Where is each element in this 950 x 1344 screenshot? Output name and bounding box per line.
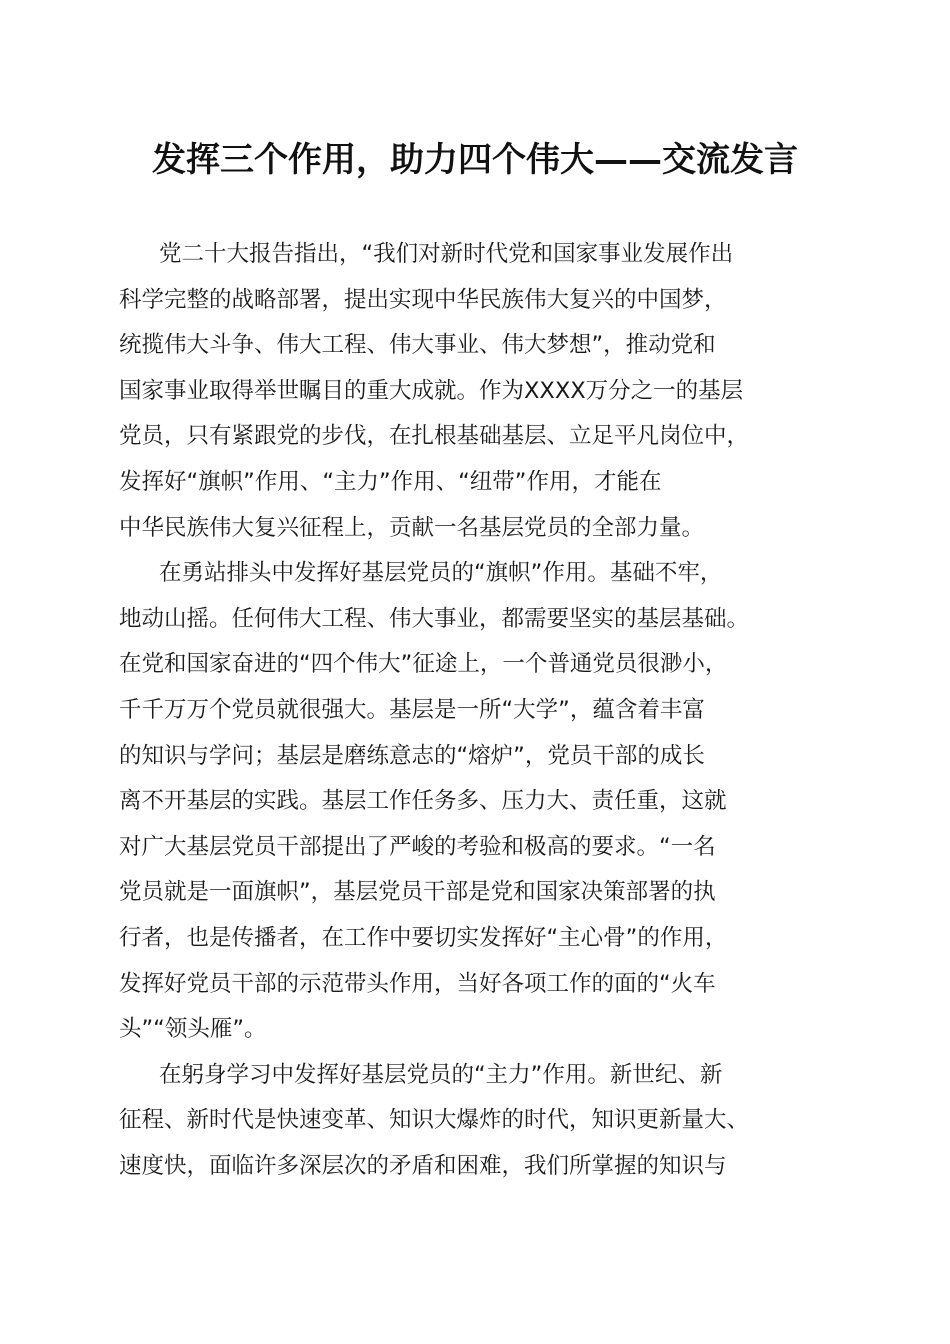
document-title: 发挥三个作用，助力四个伟大——交流发言 bbox=[152, 140, 798, 180]
text-line: 发挥好“旗帜”作用、“主力”作用、“纽带”作用，才能在 bbox=[119, 468, 662, 495]
text-line: 中华民族伟大复兴征程上，贡献一名基层党员的全部力量。 bbox=[119, 514, 705, 541]
text-line: 党二十大报告指出，“我们对新时代党和国家事业发展作出 bbox=[159, 241, 734, 267]
text-line: 对广大基层党员干部提出了严峻的考验和极高的要求。“一名 bbox=[119, 833, 716, 860]
text-line: 在躬身学习中发挥好基层党员的“主力”作用。新世纪、新 bbox=[159, 1061, 723, 1088]
text-line: 地动山摇。任何伟大工程、伟大事业，都需要坚实的基层基础。 bbox=[119, 605, 750, 632]
paragraph-2 bbox=[119, 551, 839, 1053]
text-line: 党员就是一面旗帜”，基层党员干部是党和国家决策部署的执 bbox=[119, 879, 716, 906]
text-line: 的知识与学问；基层是磨练意志的“熔炉”，党员干部的成长 bbox=[119, 742, 705, 769]
text-line: 千千万万个党员就很强大。基层是一所“大学”，蕴含着丰富 bbox=[119, 696, 705, 723]
text-line: 发挥好党员干部的示范带头作用，当好各项工作的面的“火车 bbox=[119, 970, 716, 997]
document-body bbox=[119, 232, 839, 1189]
paragraph-1 bbox=[119, 232, 839, 551]
text-line: 离不开基层的实践。基层工作任务多、压力大、责任重，这就 bbox=[119, 788, 727, 815]
text-line: 在党和国家奋进的“四个伟大”征途上，一个普通党员很渺小， bbox=[119, 651, 728, 678]
text-line: 统揽伟大斗争、伟大工程、伟大事业、伟大梦想”，推动党和 bbox=[119, 332, 716, 359]
text-line: 党员，只有紧跟党的步伐，在扎根基础基层、立足平凡岗位中， bbox=[119, 423, 750, 450]
text-line: 头”“领头雁”。 bbox=[119, 1016, 267, 1043]
paragraph-3 bbox=[119, 1053, 839, 1190]
text-line: 行者，也是传播者，在工作中要切实发挥好“主心骨”的作用， bbox=[119, 924, 728, 951]
text-line: 速度快，面临许多深层次的矛盾和困难，我们所掌握的知识与 bbox=[119, 1152, 727, 1179]
text-line: 征程、新时代是快速变革、知识大爆炸的时代，知识更新量大、 bbox=[119, 1107, 750, 1134]
text-line: 在勇站排头中发挥好基层党员的“旗帜”作用。基础不牢， bbox=[159, 560, 723, 587]
text-line: 国家事业取得举世瞩目的重大成就。作为XXXX万分之一的基层 bbox=[119, 377, 744, 404]
text-line: 科学完整的战略部署，提出实现中华民族伟大复兴的中国梦， bbox=[119, 286, 727, 313]
